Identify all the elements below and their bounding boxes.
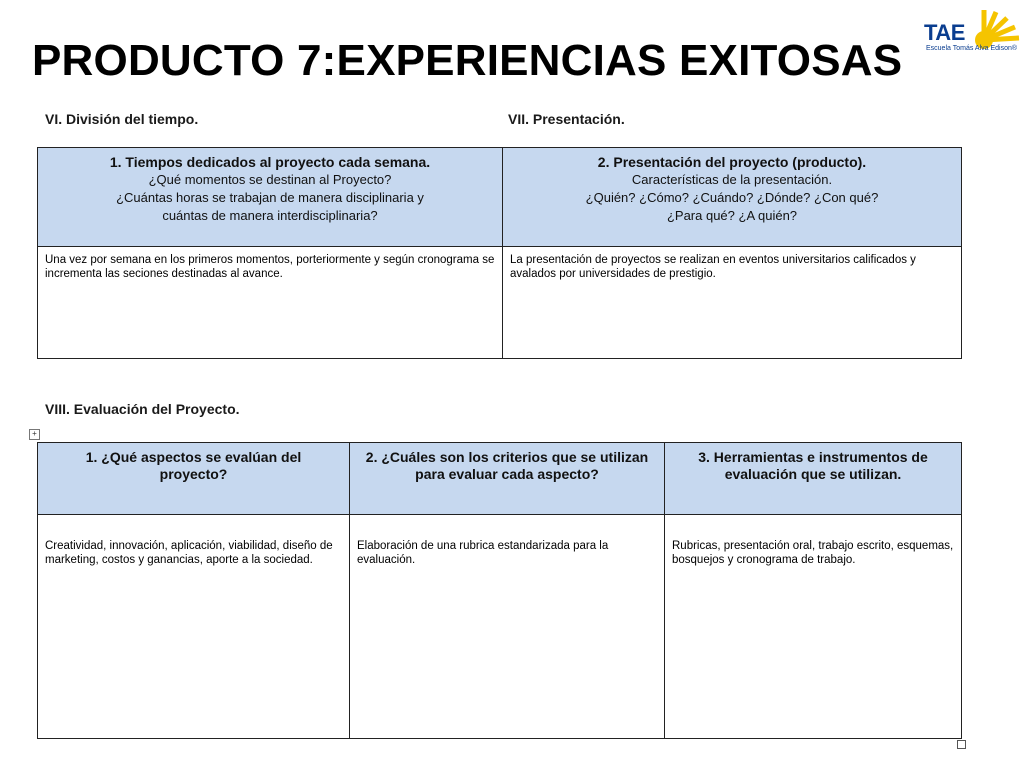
evaluation-header-title: 1. ¿Qué aspectos se evalúan del proyecto? (85, 449, 302, 482)
school-logo (924, 6, 1022, 58)
section-viii-label: VIII. Evaluación del Proyecto. (45, 401, 240, 417)
evaluation-answer-cell (665, 515, 962, 739)
time-presentation-table (37, 147, 962, 359)
time-answer-cell (38, 247, 503, 359)
presentation-header-line: ¿Quién? ¿Cómo? ¿Cuándo? ¿Dónde? ¿Con qué? (585, 190, 879, 205)
evaluation-answer-text: Elaboración de una rubrica estandarizada para la evaluación. (357, 540, 609, 566)
evaluation-header-title: 2. ¿Cuáles son los criterios que se utilizan para evaluar cada aspecto? (365, 449, 649, 482)
presentation-answer-cell (503, 247, 962, 359)
section-vi-label: VI. División del tiempo. (45, 111, 199, 127)
table-resize-handle-icon[interactable] (957, 740, 966, 749)
presentation-header-title: 2. Presentación del proyecto (producto). (597, 154, 867, 170)
evaluation-answer-text: Creatividad, innovación, aplicación, viabilidad, diseño de marketing, costos y ganancias, aporte a la sociedad. (45, 540, 333, 566)
time-header-cell (38, 148, 503, 247)
presentation-answer-text: La presentación de proyectos se realizan en eventos universitarios calificados y avalados por universidades de prestigio. (510, 254, 916, 280)
time-answer-text: Una vez por semana en los primeros momentos, porteriormente y según cronograma se incrementa las seciones destinadas al avance. (45, 254, 495, 280)
table-move-handle-icon[interactable]: + (29, 429, 40, 440)
time-header-line: cuántas de manera interdisciplinaria? (162, 208, 378, 223)
evaluation-answer-text: Rubricas, presentación oral, trabajo escrito, esquemas, bosquejos y cronograma de trabajo. (672, 540, 954, 566)
evaluation-answer-cell (350, 515, 665, 739)
presentation-header-cell (503, 148, 962, 247)
evaluation-header-cell (665, 443, 962, 515)
time-header-line: ¿Cuántas horas se trabajan de manera disciplinaria y (116, 190, 424, 205)
evaluation-header-cell (38, 443, 350, 515)
evaluation-header-title: 3. Herramientas e instrumentos de evaluación que se utilizan. (698, 449, 928, 482)
evaluation-header-cell (350, 443, 665, 515)
evaluation-table (37, 442, 962, 739)
evaluation-answer-cell (38, 515, 350, 739)
page-title: PRODUCTO 7:EXPERIENCIAS EXITOSAS (32, 36, 903, 85)
time-header-line: ¿Qué momentos se destinan al Proyecto? (148, 172, 392, 187)
presentation-header-line: ¿Para qué? ¿A quién? (666, 208, 798, 223)
time-header-title: 1. Tiempos dedicados al proyecto cada semana. (109, 154, 431, 170)
presentation-header-line: Características de la presentación. (631, 172, 833, 187)
section-vii-label: VII. Presentación. (508, 111, 625, 127)
logo-subtitle: Escuela Tomás Alva Edison® (926, 45, 1018, 52)
logo-text: TAE (924, 20, 965, 45)
